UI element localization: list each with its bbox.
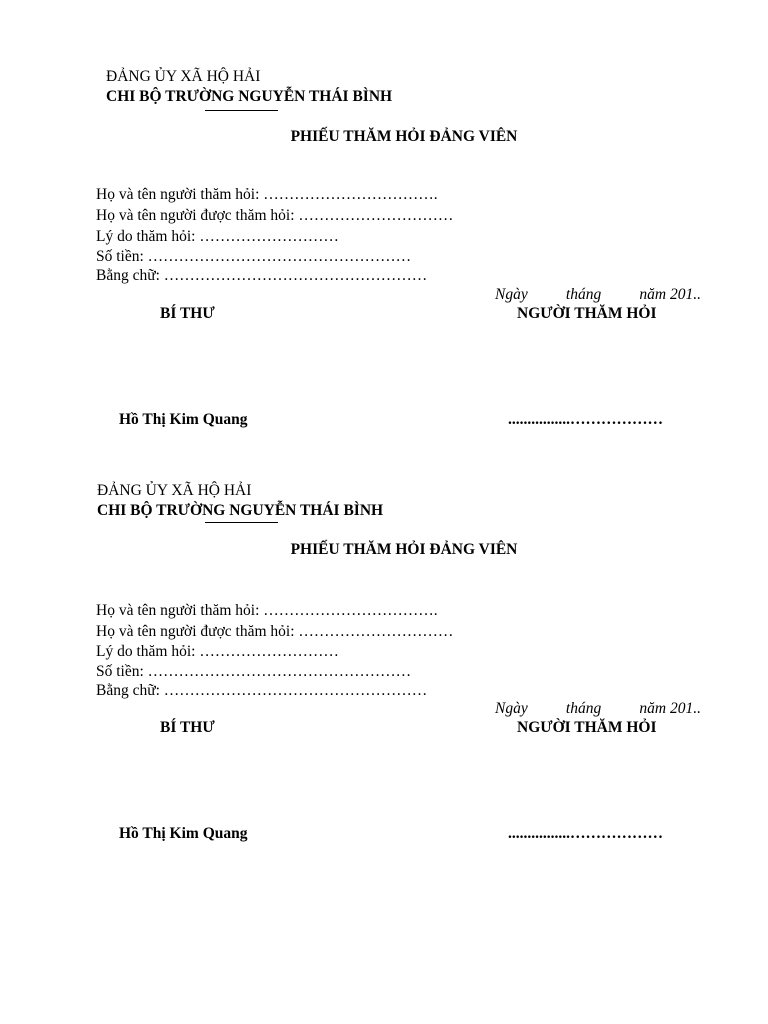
field-reason: Lý do thăm hỏi: ………………………: [96, 643, 339, 660]
visit-form-2: [0, 414, 768, 842]
visitor-signature-blank: ................………………: [508, 825, 663, 842]
date-line: [495, 286, 701, 304]
visit-form-1: [0, 0, 768, 428]
field-amount-in-words: Bằng chữ: ……………………………………………: [96, 682, 428, 699]
field-reason: Lý do thăm hỏi: ………………………: [96, 228, 339, 245]
date-month: tháng: [565, 286, 602, 303]
date-day: Ngày: [495, 286, 528, 303]
signature-title-visitor: NGƯỜI THĂM HỎI: [517, 305, 657, 322]
signature-title-visitor: NGƯỜI THĂM HỎI: [517, 719, 657, 736]
form-title: PHIẾU THĂM HỎI ĐẢNG VIÊN: [290, 128, 518, 145]
date-day: Ngày: [495, 700, 528, 717]
header-underline: [205, 110, 278, 111]
field-visited-name: Họ và tên người được thăm hỏi: …………………………: [96, 207, 454, 224]
signature-title-secretary: BÍ THƯ: [160, 305, 215, 322]
date-line: [495, 700, 701, 718]
field-visitor-name: Họ và tên người thăm hỏi: …………………………….: [96, 186, 438, 203]
date-year: năm 201..: [639, 286, 701, 303]
field-visited-name: Họ và tên người được thăm hỏi: …………………………: [96, 623, 454, 640]
org-name-line1: ĐẢNG ỦY XÃ HỘ HẢI: [106, 68, 261, 85]
org-name-line1: ĐẢNG ỦY XÃ HỘ HẢI: [97, 482, 252, 499]
secretary-name: Hồ Thị Kim Quang: [119, 411, 248, 428]
field-amount: Số tiền: ……………………………………………: [96, 663, 412, 680]
field-amount-in-words: Bằng chữ: ……………………………………………: [96, 267, 428, 284]
org-name-line2: CHI BỘ TRƯỜNG NGUYỄN THÁI BÌNH: [106, 88, 393, 105]
secretary-name: Hồ Thị Kim Quang: [119, 825, 248, 842]
signature-title-secretary: BÍ THƯ: [160, 719, 215, 736]
date-month: tháng: [565, 700, 602, 717]
header-underline: [205, 522, 278, 523]
visitor-signature-blank: ................………………: [508, 411, 663, 428]
date-year: năm 201..: [639, 700, 701, 717]
org-name-line2: CHI BỘ TRƯỜNG NGUYỄN THÁI BÌNH: [97, 502, 384, 519]
field-visitor-name: Họ và tên người thăm hỏi: …………………………….: [96, 602, 438, 619]
form-title: PHIẾU THĂM HỎI ĐẢNG VIÊN: [290, 541, 518, 558]
field-amount: Số tiền: ……………………………………………: [96, 248, 412, 265]
